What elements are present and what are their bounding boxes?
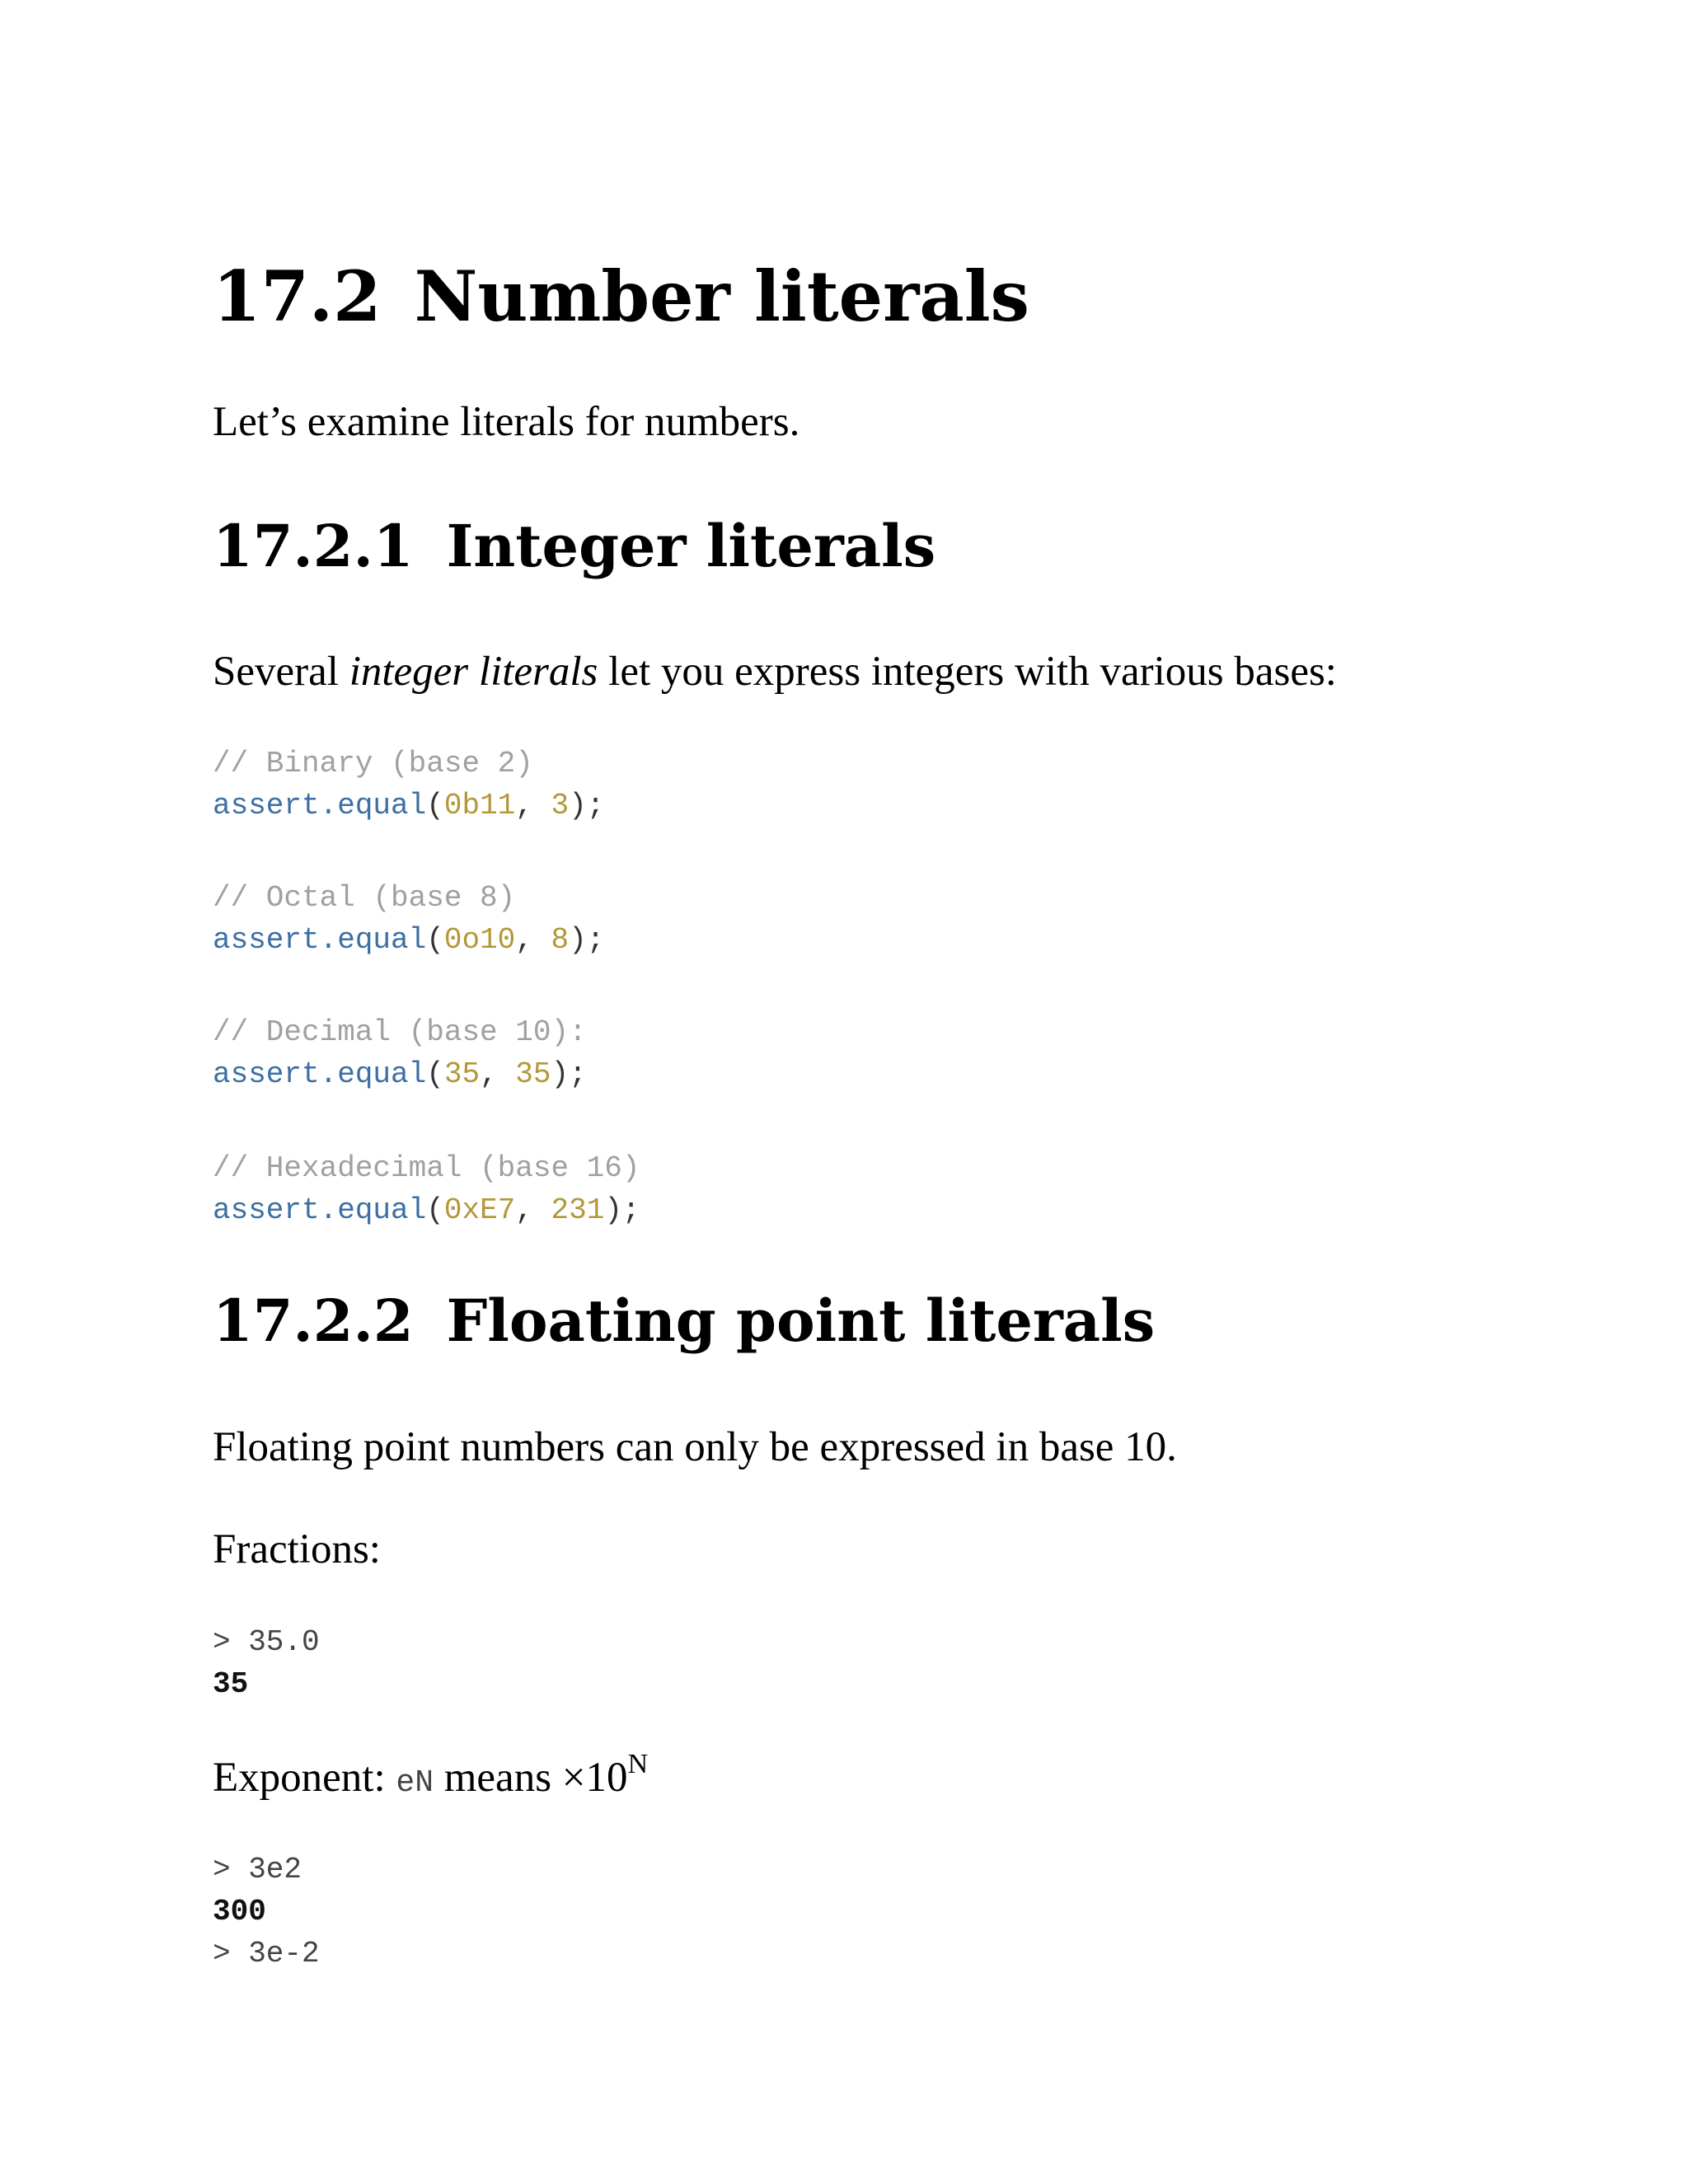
literal: 0o10 <box>443 923 516 957</box>
function-name: assert.equal <box>213 1057 427 1091</box>
code-comment: // Decimal (base 10): <box>213 1015 587 1049</box>
literal: 0xE7 <box>443 1193 516 1227</box>
section-number: 17.2 <box>213 255 382 337</box>
repl-input: > 35.0 <box>213 1625 320 1659</box>
intro-paragraph: Let’s examine literals for numbers. <box>213 399 800 445</box>
subsection-title: Floating point literals <box>446 1286 1156 1355</box>
section-heading <box>213 255 1029 337</box>
subsection-heading-floating <box>213 1286 1156 1355</box>
exponent-paragraph <box>213 1749 649 1803</box>
code-block-hexadecimal <box>213 1147 640 1231</box>
repl-output: 300 <box>213 1895 266 1929</box>
literal: 8 <box>551 923 570 957</box>
inline-code: eN <box>396 1765 434 1801</box>
section-title: Number literals <box>414 255 1029 337</box>
code-comment: // Binary (base 2) <box>213 747 533 780</box>
subsection-heading-integer <box>213 512 936 580</box>
code-line: assert.equal(35, 35); <box>213 1057 587 1091</box>
repl-output: 35 <box>213 1667 249 1701</box>
repl-input: > 3e-2 <box>213 1937 320 1971</box>
emphasis-term: integer literals <box>349 649 598 695</box>
subsection-number: 17.2.2 <box>213 1286 414 1355</box>
function-name: assert.equal <box>213 789 427 823</box>
repl-input: > 3e2 <box>213 1853 302 1886</box>
text-run: Several <box>213 649 349 695</box>
code-line: assert.equal(0b11, 3); <box>213 789 605 823</box>
text-run: means ×10 <box>434 1755 628 1801</box>
literal: 231 <box>551 1193 605 1227</box>
literal: 0b11 <box>443 789 516 823</box>
literal: 35 <box>443 1057 481 1091</box>
code-comment: // Hexadecimal (base 16) <box>213 1151 640 1185</box>
code-line: assert.equal(0xE7, 231); <box>213 1193 640 1227</box>
fractions-label: Fractions: <box>213 1526 381 1572</box>
subsection-number: 17.2.1 <box>213 512 414 580</box>
subsection-title: Integer literals <box>446 512 936 580</box>
code-block-exponent <box>213 1849 320 1975</box>
code-block-decimal <box>213 1011 587 1095</box>
text-run: Exponent: <box>213 1755 396 1801</box>
code-comment: // Octal (base 8) <box>213 881 516 915</box>
code-block-binary <box>213 743 604 827</box>
code-line: assert.equal(0o10, 8); <box>213 923 605 957</box>
floating-paragraph: Floating point numbers can only be expressed in base 10. <box>213 1424 1177 1470</box>
literal: 35 <box>515 1057 551 1091</box>
function-name: assert.equal <box>213 1193 427 1227</box>
code-block-octal <box>213 877 604 961</box>
superscript: N <box>627 1749 649 1779</box>
literal: 3 <box>551 789 570 823</box>
integer-paragraph <box>213 647 1337 697</box>
code-block-fractions <box>213 1621 320 1705</box>
function-name: assert.equal <box>213 923 427 957</box>
text-run: let you express integers with various bases: <box>598 649 1337 695</box>
